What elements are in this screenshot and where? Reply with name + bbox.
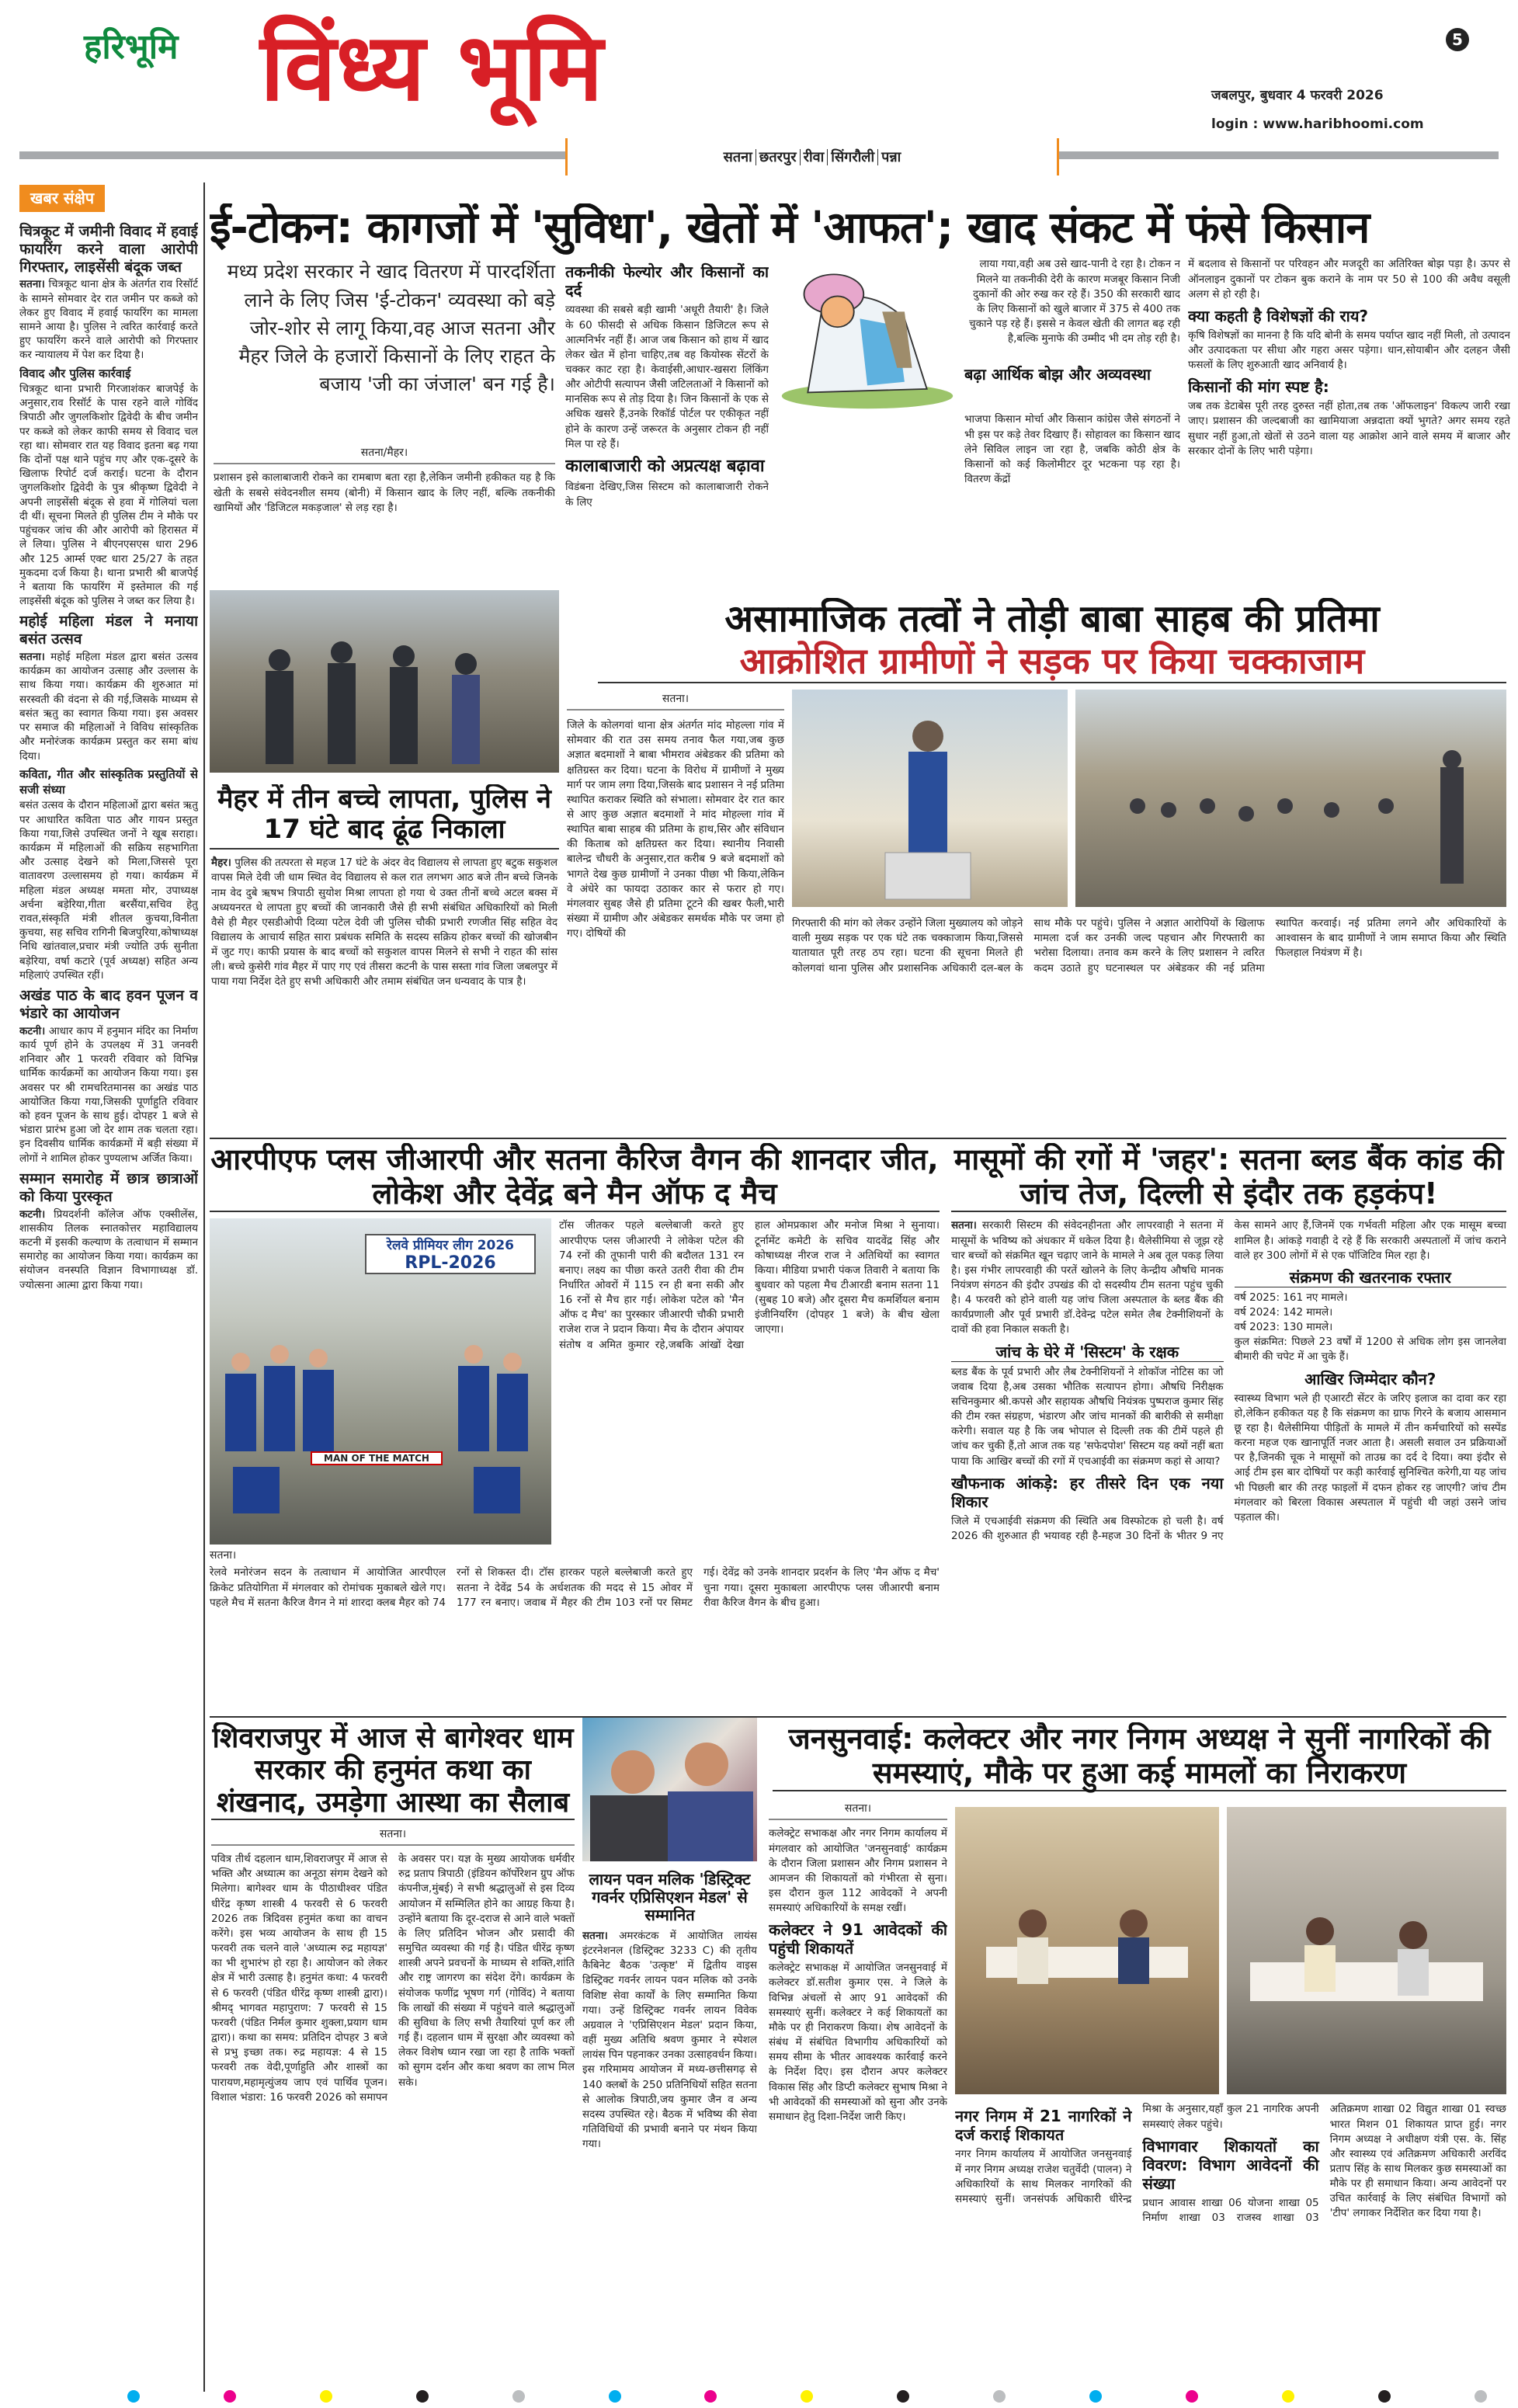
dateline: सतना। <box>567 691 784 711</box>
brief-body: कटनी। प्रियदर्शनी कॉलेज ऑफ एक्सीलेंस, शासकीय तिलक स्नातकोत्तर महाविद्यालय कटनी में इसकी कल्याण के तत्वाधान में सम्मान समारोह का आयोजन किया गया। कार्यक्रम का संयोजन वनस्पति विज्ञान विभागाध्यक्ष डॉ. ज्योत्सना आत्मा द्वारा किया गया। <box>19 1207 198 1291</box>
edition-date: जबलपुर, बुधवार 4 फरवरी 2026 <box>1211 88 1384 103</box>
story-column <box>565 258 769 561</box>
story-text: जिले में एचआईवी संक्रमण की स्थिति अब विस्फोटक हो चली है। वर्ष 2026 की शुरुआत ही भयावह रही है-महज 30 दिनों के भीतर 9 नए केस सामने आए हैं,जिनमें एक गर्भवती महिला और एक मासूम बच्चा शामिल है। आंकड़े गवाही दे रहे हैं कि सरकारी अस्पतालों में जांच कराने वाले हर 300 लोगों में से एक पॉजिटिव मिल रहा है। <box>951 1219 1506 1542</box>
subheading: संक्रमण की खतरनाक रफ्तार <box>1235 1268 1507 1287</box>
subheading: किसानों की मांग स्पष्ट है: <box>1188 377 1329 397</box>
story-body: रेलवे मनोरंजन सदन के तत्वाधान में आयोजित आरपीएल क्रिकेट प्रतियोगिता में मंगलवार को रोमांचक मुकाबले खेले गए। पहले मैच में सतना कैरिज वैगन ने मां शारदा क्लब मैहर को 74 रनों से शिकस्त दी। टॉस हारकर पहले बल्लेबाजी करते हुए सतना ने देवेंद्र 54 के अर्धशतक की मदद से 15 ओवर में 177 रन बनाए। जवाब में मैहर की टीम 103 रनों पर सिमट गई। देवेंद्र को उनके शानदार प्रदर्शन के लिए 'मैन ऑफ द मैच' चुना गया। दूसरा मुकाबला आरपीएफ प्लस जीआरपी बनाम रीवा कैरिज वैगन के बीच हुआ। <box>210 1566 940 1609</box>
story-body: जिले के कोलगवां थाना क्षेत्र अंतर्गत मांद मोहल्ला गांव में सोमवार की रात उस समय तनाव फैल गया,जब कुछ अज्ञात बदमाशों ने बाबा भीमराव अंबेडकर की प्रतिमा को क्षतिग्रस्त कर दिया। घटना के विरोध में ग्रामीणों ने मुख्य मार्ग पर जाम लगा दिया,जिसके बाद प्रशासन ने नई प्रतिमा स्थापित कराकर स्थिति को संभाला। सोमवार देर रात कार से आए कुछ अज्ञात बदमाशों ने मांद मोहल्ला गांव में स्थापित बाबा साहब की प्रतिमा के हाथ,सिर और संविधान की किताब को क्षतिग्रस्त कर दिया। स्थानीय निवासी बालेन्द्र चौधरी के अनुसार,रात करीब 9 बजे बदमाशों को भागते देख कुछ ग्रामीणों ने उनका पीछा भी किया,लेकिन वे अंधेरे का फायदा उठाकर कार से फरार हो गए। मंगलवार सुबह जैसे ही प्रतिमा टूटने की खबर फैली,भारी संख्या में ग्रामीण और अंबेडकर समर्थक मौके पर जमा हो गए। दोषियों की <box>567 719 784 940</box>
brief-headline: सम्मान समारोह में छात्र छात्राओं को किया पुरस्कृत <box>19 1169 198 1205</box>
maihar-story <box>210 784 559 1138</box>
bloodbank-story <box>951 1143 1506 1714</box>
man-of-match-board: MAN OF THE MATCH <box>311 1451 443 1465</box>
cricket-team-photo <box>210 1218 551 1545</box>
story-text: नगर निगम कार्यालय में आयोजित जनसुनवाई में नगर निगम अध्यक्ष राजेश चतुर्वेदी (पालन) ने अधिकारियों के साथ मिलकर नागरिकों की समस्याएं सुनीं। जनसंपर्क अधिकारी धीरेन्द्र मिश्रा के अनुसार,यहाँ कुल 21 नागरिक अपनी समस्याएं लेकर पहुंचे। <box>955 2103 1319 2205</box>
print-registration-marks <box>0 2390 1518 2406</box>
section-rule <box>210 1138 1506 1139</box>
dateline: सतना। <box>211 1826 575 1846</box>
district-list <box>565 148 1059 166</box>
brief-body: कटनी। आधार काप में हनुमान मंदिर का निर्माण कार्य पूर्ण होने के उपलक्ष्य में 31 जनवरी शनिवार और 1 फरवरी रविवार को विभिन्न धार्मिक कार्यक्रमों का आयोजन किया गया। इस अवसर पर श्री रामचरितमानस का अखंड पाठ आयोजित किया गया,जिसकी पूर्णाहुति रविवार को हवन पूजन के साथ हुई। दोपहर 1 बजे से भंडारा प्रारंभ हुआ जो देर शाम तक चलता रहा। इन दिवसीय धार्मिक कार्यक्रमों में बड़ी संख्या में लोगों ने शामिल होकर पुण्यलाभ अर्जित किया। <box>19 1024 198 1165</box>
story-text: कृषि विशेषज्ञों का मानना है कि यदि बोनी के समय पर्याप्त खाद नहीं मिली, तो उत्पादन और उत्पादकता पर सीधा और गहरा असर पड़ेगा। धान,सोयाबीन और दलहन जैसी फसलों के लिए शुरुआती खाद अनिवार्य है। <box>1188 328 1510 372</box>
story-text: व्यवस्था की सबसे बड़ी खामी 'अधूरी तैयारी' है। जिले के 60 फीसदी से अधिक किसान डिजिटल रूप से आत्मनिर्भर नहीं हैं। आज जब किसान को हाथ में खाद लेकर खेत में होना चाहिए,तब वह कियोस्क सेंटरों के चक्कर काट रहा है। केवाईसी,आधार-खसरा लिंकिंग और ओटीपी सत्यापन जैसी जटिलताओं ने किसानों को मानसिक रूप से तोड़ दिया है। जिन किसानों के एक से अधिक खसरे हैं,उनके रिकॉर्ड पोर्टल पर एकीकृत नहीं होने के कारण उन्हें जरूरत के अनुसार टोकन ही नहीं मिल पा रहे हैं। <box>565 304 769 450</box>
dateline: सतना। <box>210 1549 237 1562</box>
stat-line: वर्ष 2025: 161 नए मामले। <box>1234 1291 1348 1304</box>
district-singrauli[interactable]: सिंगरौली <box>828 149 878 165</box>
story-body: मैहर। पुलिस की तत्परता से महज 17 घंटे के अंदर वेद विद्यालय से लापता हुए बटुक सकुशल वापस मिले देवी जी धाम स्थित वेद विद्यालय से कल रात लगभग आठ बजे तीन बच्चे जिनके नाम वेद दुबे ऋषभ त्रिपाठी सुयोश मिश्रा लापता हो गया थे उक्त तीनों बच्चे अटल बक्स में अध्ययनरत थे लापता हुए बच्चों की जानकारी जैसे ही सभी संबंधित अधिकारियों को मिली वैसे ही मैहर एसडीओपी दिव्या पटेल देवी जी पुलिस चौकी प्रभारी रणजीत सिंह सहित वेद विद्यालय के आचार्य सहित सारा प्रबंधक समिति के सदस्य सक्रिय होकर बच्चों की खोजबीन में जुट गए। काफी प्रयास के बाद बच्चों को सकुशल वापस मिलने से सभी ने राहत की सांस ली। बच्चे कुसेरी गांव मैहर में पाए गए एवं तीसरा कटनी के पास सस्ता गांव जिला जबलपुर में पाया गया निर्देश देते हुए सभी अधिकारी और तमाम संबंधित जन धन्यवाद के पात्र है। <box>211 857 558 989</box>
lead-story <box>210 203 1510 580</box>
page-title: विंध्य भूमि <box>260 14 603 122</box>
photo-banner-code: RPL-2026 <box>405 1253 496 1273</box>
story-body <box>955 2102 1506 2390</box>
story-text: कलेक्ट्रेट सभाकक्ष और नगर निगम कार्यालय में मंगलवार को आयोजित 'जनसुनवाई' कार्यक्रम के दौरान जिला प्रशासन और निगम प्रशासन ने आमजन की शिकायतों को गंभीरता से सुना। इस दौरान कुल 112 आवेदकों ने अपनी समस्याएं अधिकारियों के समक्ष रखीं। <box>769 1827 947 1915</box>
story-text: विडंबना देखिए,जिस सिस्टम को कालाबाजारी रोकने के लिए <box>565 481 769 509</box>
stat-line: कुल संक्रमित: पिछले 23 वर्षों में 1200 से अधिक लोग इस जानलेवा बीमारी की चपेट में आ चुके हैं। <box>1234 1336 1506 1364</box>
photo-banner: रेलवे प्रीमियर लीग 2026 <box>387 1238 514 1254</box>
subheading: खौफनाक आंकड़े: हर तीसरे दिन एक नया शिकार <box>951 1473 1224 1511</box>
story-text: लाया गया,वही अब उसे खाद-पानी दे रहा है। टोकन न मिलने या तकनीकी देरी के कारण मजबूर किसान निजी दुकानों की ओर रुख कर रहे हैं। 350 की सरकारी खाद के लिए किसानों को खुले बाजार में 375 से 400 तक चुकाने पड़ रहे हैं। इससे न केवल खेती की लागत बढ़ रही है,बल्कि मुनाफे की उम्मीद भी दम तोड़ रही है। <box>969 258 1180 346</box>
story-body: सतना। अमरकंटक में आयोजित लायंस इंटरनेशनल (डिस्ट्रिक्ट 3233 C) की तृतीय कैबिनेट बैठक 'उत्कृष्ट' में द्वितीय वाइस डिस्ट्रिक्ट गवर्नर लायन पवन मलिक को उनके विशिष्ट सेवा कार्यों के लिए सम्मानित किया गया। उन्हें डिस्ट्रिक्ट गवर्नर लायन विवेक अग्रवाल ने 'एप्रिसिएशन मेडल' प्रदान किया, वहीं मुख्य अतिथि श्रवण कुमार ने स्पेशल लायंस पिन पहनाकर उनका उत्साहवर्धन किया। इस गरिमामय आयोजन में मध्य-छत्तीसगढ़ से 140 क्लबों के 250 प्रतिनिधियों सहित सतना से आलोक त्रिपाठी,जय कुमार जैन व अन्य सदस्य उपस्थित रहे। बैठक में भविष्य की सेवा गतिविधियों की प्रभावी बनाने पर मंथन किया गया। <box>582 1930 757 2151</box>
shivrajpur-story <box>211 1722 575 2390</box>
subheading: बढ़ा आर्थिक बोझ और अव्यवस्था <box>964 365 1152 384</box>
story-subheadline: आक्रोशित ग्रामीणों ने सड़क पर किया चक्काजाम <box>598 641 1506 683</box>
news-brief-column <box>19 185 198 2390</box>
page-number: 5 <box>1446 28 1469 51</box>
story-text: में बदलाव से किसानों पर परिवहन और मजदूरी का अतिरिक्त बोझ पड़ा है। ऊपर से ऑनलाइन दुकानों पर टोकन बुक कराने के नाम पर 50 से 100 की अवैध वसूली अलग से हो रही है। <box>1188 258 1510 301</box>
story-headline: शिवराजपुर में आज से बागेश्वर धाम सरकार की हनुमंत कथा का शंखनाद, उमड़ेगा आस्था का सैलाब <box>211 1722 575 1820</box>
brief-body: सतना। महोई महिला मंडल द्वारा बसंत उत्सव कार्यक्रम का आयोजन उत्साह और उल्लास के साथ किया गया। कार्यक्रम की शुरुआत मां सरस्वती की वंदना से की गई,जिसके माध्यम से बसंत ऋतु का स्वागत किया गया। इस अवसर पर समाज की महिलाओं ने विविध सांस्कृतिक और मनोरंजक कार्यक्रम प्रस्तुत कर समा बांध दिया। <box>19 651 198 763</box>
subheading: तकनीकी फेल्योर और किसानों का दर्द <box>565 262 769 301</box>
story-body: गिरफ्तारी की मांग को लेकर उन्होंने जिला मुख्यालय को जोड़ने वाली मुख्य सड़क पर एक घंटे तक चक्काजाम किया,जिससे यातायात पूरी तरह ठप रहा। घटना की सूचना मिलते ही कोलगवां थाना पुलिस और प्रशासनिक अधिकारी दल-बल के साथ मौके पर पहुंचे। पुलिस ने अज्ञात आरोपियों के खिलाफ मामला दर्ज कर उनकी जल्द पहचान और गिरफ्तारी का भरोसा दिलाया। तनाव कम करने के लिए प्रशासन ने त्वरित कदम उठाते हुए घटनास्थल पर अंबेडकर की नई प्रतिमा स्थापित करवाई। नई प्रतिमा लगने और अधिकारियों के आश्वासन के बाद ग्रामीणों ने जाम समाप्त किया और स्थिति फिलहाल नियंत्रण में है। <box>792 917 1506 975</box>
story-text: ब्लड बैंक के पूर्व प्रभारी और लैब टेक्नीशियनों ने शोकॉज नोटिस का जो जवाब दिया है,अब उसका भौतिक सत्यापन होगा। औषधि निरीक्षक सचिनकुमार श्री.कपसे और सहायक औषधि नियंत्रक पुष्पराज कुमार सिंह की टीम रक्त संग्रहण, भंडारण और जांच मानकों की बारीकी से समीक्षा करेगी। सवाल यह है कि जब भोपाल से दिल्ली तक की टीमें पहले ही जांच कर चुकी हैं,तो आज तक यह 'सफेदपोश' सिस्टम यह क्यों नहीं बता पाया कि आखिर बच्चों की रगों में एचआईवी का संक्रमण कहां से आया? <box>951 1365 1224 1468</box>
story-headline: आरपीएफ प्लस जीआरपी और सतना कैरिज वैगन की शानदार जीत, लोकेश और देवेंद्र बने मैन ऑफ द मैच <box>210 1143 940 1212</box>
farmer-illustration <box>778 262 957 410</box>
brief-headline: चित्रकूट में जमीनी विवाद में हवाई फायरिंग करने वाला आरोपी गिरफ्तार, लाइसेंसी बंदूक जब्त <box>19 223 198 276</box>
story-text: जब तक डेटाबेस पूरी तरह दुरुस्त नहीं होता,तब तक 'ऑफलाइन' विकल्प जारी रखा जाए। प्रशासन की जल्दबाजी का खामियाजा अन्नदाता क्यों भुगते? अगर समय रहते सुधार नहीं हुआ,तो खेतों से उठने वाला यह आक्रोश आने वाले समय में बाजार और सरकार दोनों के लिए भारी पड़ेगा। <box>1188 400 1510 457</box>
district-rewa[interactable]: रीवा <box>801 149 828 165</box>
dateline: सतना। <box>769 1801 947 1820</box>
brief-subhead: कविता, गीत और सांस्कृतिक प्रस्तुतियों से सजी संध्या <box>19 766 198 797</box>
brief-headline: अखंड पाठ के बाद हवन पूजन व भंडारे का आयोजन <box>19 987 198 1022</box>
district-chhatarpur[interactable]: छतरपुर <box>756 149 801 165</box>
subheading: कलेक्टर ने 91 आवेदकों की पहुंची शिकायतें <box>769 1920 947 1958</box>
subheading: क्या कहती है विशेषज्ञों की राय? <box>1188 306 1369 325</box>
subheading: नगर निगम में 21 नागरिकों ने दर्ज कराई शिकायत <box>955 2107 1132 2145</box>
story-body: टॉस जीतकर पहले बल्लेबाजी करते हुए आरपीएफ प्लस जीआरपी ने लोकेश पटेल की 74 रनों की तूफानी पारी की बदौलत 131 रन बनाए। लक्ष्य का पीछा करते उतरी रीवा की टीम निर्धारित ओवरों में 115 रन ही बना सकी और 16 रनों से मैच हार गई। लोकेश पटेल को 'मैन ऑफ द मैच' का पुरस्कार जीआरपी चौकी प्रभारी राजेश राज ने प्रदान किया। मैच के दौरान अंपायर संतोष व अमित कुमार रहे,जबकि आंखों देखा हाल ओमप्रकाश और मनोज मिश्रा ने सुनाया। टूर्नामेंट कमेटी के सचिव यादवेंद्र सिंह और कोषाध्यक्ष नीरज राज ने अतिथियों का स्वागत किया। मीडिया प्रभारी पंकज तिवारी ने बताया कि बुधवार को पहला मैच टीआरडी बनाम सतना 11 (सुबह 10 बजे) और दूसरा मैच कमर्शियल बनाम इंजीनियरिंग (दोपहर 1 बजे) के बीच खेला जाएगा। <box>559 1219 940 1351</box>
stat-line: वर्ष 2024: 142 मामले। <box>1234 1306 1333 1319</box>
brief-subhead: विवाद और पुलिस कार्रवाई <box>19 366 131 380</box>
municipal-hearing-photo <box>1227 1807 1506 2094</box>
section-rule <box>210 1716 1506 1718</box>
statue-story <box>567 598 1506 1138</box>
column-divider <box>203 182 205 2392</box>
brand-logo: हरिभूमि <box>84 27 179 67</box>
stat-line: वर्ष 2023: 130 मामले। <box>1234 1321 1333 1334</box>
website-link[interactable]: login : www.haribhoomi.com <box>1211 116 1424 132</box>
road-blockade-photo <box>1075 690 1506 907</box>
subheading: जांच के घेरे में 'सिस्टम' के रक्षक <box>951 1343 1224 1362</box>
lead-headline: ई-टोकन: कागजों में 'सुविधा', खेतों में 'आफत'; खाद संकट में फंसे किसान <box>210 203 1370 253</box>
story-column <box>769 1826 947 2390</box>
story-text: स्वास्थ्य विभाग भले ही एआरटी सेंटर के जरिए इलाज का दावा कर रहा हो,लेकिन हकीकत यह है कि संक्रमण का ग्राफ गिरने के बजाय आसमान छू रहा है। थैलेसीमिया पीड़ितों के मामले में तीन कर्मचारियों को सस्पेंड करना महज एक खानापूर्ति नजर आता है। असली सवाल उन प्रक्रियाओं पर है,जिनकी चूक ने मासूमों को ताउम्र का दर्द दे दिया। क्या इंदौर से आई टीम इस बार दोषियों पर कड़ी कार्रवाई सुनिश्चित करेगी,या यह जांच भी पिछली बार की तरह फाइलों में दफन होकर रह जाएगी? जांच टीम मंगलवार को बिरला विकास अस्पताल में पहुंची थी जहां उसने जांच पड़ताल की। <box>1234 1392 1506 1524</box>
brief-body: बसंत उत्सव के दौरान महिलाओं द्वारा बसंत ऋतु पर आधारित कविता पाठ और गायन प्रस्तुत किया गया,जिसे उपस्थित जनों ने खूब सराहा। कार्यक्रम में महिलाओं की सक्रिय सहभागिता और उत्साह देखने को मिला,जिससे पूरा वातावरण उल्लासमय हो गया। कार्यक्रम में महिला मंडल अध्यक्ष ममता मोर, उपाध्यक्ष अर्चना बड़ेरिया,गीता बरसैंया,सचिव हेतु रावत,संस्कृति मंत्री शीतल कुचया,विनीता कुचया, सह सचिव रागिनी बिजपुरिया,कोषाध्यक्ष निधि खांतवाल,प्रचार मंत्री ज्योति उर्फ सुनीता बड़ेरिया, वर्षा कटारे (पूर्व अध्यक्ष) सहित अन्य महिलाएं उपस्थित रहीं। <box>19 799 198 982</box>
police-group-photo <box>210 590 559 773</box>
story-body: पवित्र तीर्थ दहलान धाम,शिवराजपुर में आज से भक्ति और अध्यात्म का अनूठा संगम देखने को मिलेगा। बागेश्वर धाम के पीठाधीश्वर पंडित धीरेंद्र कृष्ण शास्त्री 4 फरवरी से 6 फरवरी 2026 तक त्रिदिवस हनुमंत कथा का वाचन करेंगे। इस भव्य आयोजन के साथ ही 15 फरवरी तक चलने वाले 'अध्यात्म रुद्र महायज्ञ' का भी शुभारंभ हो रहा है। आयोजन को लेकर क्षेत्र में भारी उत्साह है। हनुमंत कथा: 4 फरवरी से 6 फरवरी (पंडित धीरेंद्र कृष्ण शास्त्री द्वारा)। श्रीमद् भागवत महापुराण: 7 फरवरी से 15 फरवरी (पंडित निर्मल कुमार शुक्ला,प्रयाग धाम द्वारा)। कथा का समय: प्रतिदिन दोपहर 3 बजे से प्रभु इच्छा तक। रुद्र महायज्ञ: 4 से 15 फरवरी तक वेदी,पूर्णाहुति और शास्त्रों का पारायण,महामृत्युंजय जाप एवं पार्थिव पूजन। विशाल भंडारा: 16 फरवरी 2026 को समापन के अवसर पर। यज्ञ के मुख्य आयोजक धर्मवीर रुद्र प्रताप त्रिपाठी (इंडियन कॉर्पोरेशन ग्रुप ऑफ कंपनीज,मुंबई) ने सभी श्रद्धालुओं से इस दिव्य आयोजन में सम्मिलित होने का आग्रह किया है। उन्होंने बताया कि दूर-दराज से आने वाले भक्तों के लिए प्रतिदिन भोजन और प्रसादी की समुचित व्यवस्था की गई है। पंडित धीरेंद्र कृष्ण शास्त्री अपने प्रवचनों के माध्यम से शक्ति,शांति और राष्ट्र जागरण का संदेश देंगे। कार्यक्रम के संयोजक फणींद्र भूषण गर्ग (गोविंद) ने बताया कि लाखों की संख्या में पहुंचने वाले श्रद्धालुओं की सुविधा के लिए सभी तैयारियां पूर्ण कर ली गई हैं। दहलान धाम में सुरक्षा और व्यवस्था को लेकर विशेष ध्यान रखा जा रहा है ताकि भक्तों को सुगम दर्शन और कथा श्रवण का लाभ मिल सके। <box>211 1853 575 2104</box>
jansunvai-story <box>769 1722 1506 2390</box>
brief-headline: महोई महिला मंडल ने मनाया बसंत उत्सव <box>19 613 198 648</box>
collector-hearing-photo <box>955 1807 1219 2094</box>
story-headline: मासूमों की रगों में 'जहर': सतना ब्लड बैंक कांड की जांच तेज, दिल्ली से इंदौर तक हड़कंप! <box>951 1143 1506 1212</box>
lead-intro: मध्य प्रदेश सरकार ने खाद वितरण में पारदर्शिता लाने के लिए जिस 'ई-टोकन' व्यवस्था को बड़े जोर-शोर से लागू किया,वह आज सतना और मैहर जिले के हजारों किसानों के लिए राहत के बजाय 'जी का जंजाल' बन गई है। <box>227 260 555 396</box>
story-body: सतना। सरकारी सिस्टम की संवेदनहीनता और लापरवाही ने सतना में मासूमों के भविष्य को अंधकार में धकेल दिया है। थैलेसीमिया से जूझ रहे चार बच्चों को संक्रमित खून चढ़ाए जाने के मामले ने अब तूल पकड़ लिया है। इस गंभीर लापरवाही की परतें खोलने के लिए केन्द्रीय औषधि मानक नियंत्रण संगठन की इंदौर उपखंड की दो सदस्यीय टीम सतना पहुंच चुकी है। 4 फरवरी को होने वाली यह जांच जिला अस्पताल के ब्लड बैंक की कार्यप्रणाली और पूर्व प्रभारी डॉ.देवेन्द्र पटेल समेत लैब टेक्नीशियनों के दावों की हवा निकाल सकती है। जांच के घेरे में 'सिस्टम' के रक्षक ब्लड बैंक के पूर्व प्रभारी और लैब टेक्नीशियनों ने शोकॉज नोटिस का जो जवाब दिया है,अब उसका भौतिक सत्यापन होगा। औषधि निरीक्षक सचिनकुमार श्री.कपसे और सहायक औषधि नियंत्रक पुष्पराज कुमार सिंह की टीम रक्त संग्रहण, भंडारण और जांच मानकों की बारीकी से समीक्षा करेगी। सवाल यह है कि जब भोपाल से दिल्ली तक की टीमें पहले ही जांच कर चुकी हैं,तो आज तक यह 'सफेदपोश' सिस्टम यह क्यों नहीं बता पाया कि आखिर बच्चों की रगों में एचआईवी का संक्रमण कहां से आया? खौफनाक आंकड़े: हर तीसरे दिन एक नया शिकार जिले में एचआईवी संक्रमण की स्थिति अब विस्फोटक हो चली है। वर्ष 2026 की शुरुआत ही भयावह रही है-महज 30 दिनों के भीतर 9 नए केस सामने आए हैं,जिनमें एक गर्भवती महिला और एक मासूम बच्चा शामिल है। आंकड़े गवाही दे रहे हैं कि सरकारी अस्पतालों में जांच कराने वाले हर 300 लोगों में से एक पॉजिटिव मिल रहा है। संक्रमण की खतरनाक रफ्तार वर्ष 2025: 161 नए मामले। वर्ष 2024: 142 मामले। वर्ष 2023: 130 मामले। कुल संक्रमित: पिछले 23 वर्षों में 1200 से अधिक लोग इस जानलेवा बीमारी की चपेट में आ चुके हैं। आखिर जिम्मेदार कौन? स्वास्थ्य विभाग भले ही एआरटी सेंटर के जरिए इलाज का दावा कर रहा हो,लेकिन हकीकत यह है कि संक्रमण का ग्राफ गिरने के बजाय आसमान छू रहा है। थैलेसीमिया पीड़ितों के मामले में तीन कर्मचारियों को सस्पेंड करना महज एक खानापूर्ति नजर आता है। असली सवाल उन प्रक्रियाओं पर है,जिनकी चूक ने मासूमों को ताउम्र का दर्द दे दिया। क्या इंदौर से आई टीम इस बार दोषियों पर कड़ी कार्रवाई सुनिश्चित करेगी,या यह जांच भी पिछली बार की तरह फाइलों में दफन होकर रह जाएगी? जांच टीम मंगलवार को बिरला विकास अस्पताल में पहुंची थी जहां उसने जांच पड़ताल की। <box>951 1218 1506 1714</box>
lion-story <box>582 1718 757 2389</box>
brief-body: सतना। चित्रकूट थाना क्षेत्र के अंतर्गत राव रिसॉर्ट के सामने सोमवार देर रात जमीन पर कब्जे को लेकर हुए विवाद में हवाई फायरिंग का मामला सामने आया है। पुलिस ने त्वरित कार्रवाई करते हुए फायरिंग करने वाले आरोपी को गिरफ्तार कर न्यायालय में पेश कर दिया है। <box>19 278 198 362</box>
story-text: कलेक्ट्रेट सभाकक्ष में आयोजित जनसुनवाई में कलेक्टर डॉ.सतीश कुमार एस. ने जिले के विभिन्न अंचलों से आए 91 आवेदकों की समस्याएं सुनीं। कलेक्टर ने कई शिकायतों का मौके पर ही निराकरण किया। शेष आवेदनों के संबंध में संबंधित विभागीय अधिकारियों को समय सीमा के भीतर आवश्यक कार्रवाई करने के निर्देश दिए। इस दौरान अपर कलेक्टर विकास सिंह और डिप्टी कलेक्टर सुभाष मिश्रा ने भी आवेदकों की समस्याओं को सुना और उनके समाधान हेतु दिशा-निर्देश जारी किए। <box>769 1961 947 2123</box>
story-body: प्रशासन इसे कालाबाजारी रोकने का रामबाण बता रहा है,लेकिन जमीनी हकीकत यह है कि खेती के सबसे संवेदनशील समय (बोनी) में किसान खाद के लिए नहीं, बल्कि तकनीकी खामियों और 'डिजिटल मकड़जाल' से लड़ रहा है। <box>214 471 555 514</box>
story-column <box>1188 257 1510 560</box>
subheading: कालाबाजारी को अप्रत्यक्ष बढ़ावा <box>565 456 765 476</box>
story-headline: लायन पवन मलिक 'डिस्ट्रिक्ट गवर्नर एप्रिसिएशन मेडल' से सम्मानित <box>589 1870 751 1924</box>
brief-body: चित्रकूट थाना प्रभारी गिरजाशंकर बाजपेई के अनुसार,राव रिसॉर्ट के पास रहने वाले गोविंद त्रिपाठी और जुगलकिशोर द्विवेदी के बीच जमीन पर कब्जे को लेकर काफी समय से विवाद चल रहा था। सोमवार रात यह विवाद इतना बढ़ गया कि दोनों पक्ष थाने पहुंच गए और एक-दूसरे के खिलाफ रिपोर्ट दर्ज कराई। घटना के दौरान जुगलकिशोर द्विवेदी के पुत्र श्रीकृष्ण द्विवेदी ने अपनी लाइसेंसी बंदूक से हवा में गोलियां चला दी थीं। सूचना मिलते ही पुलिस टीम ने मौके पर पहुंचकर जांच की और आरोपी को हिरासत में ले लिया। पुलिस ने बीएनएसएस धारा 296 और 125 आर्म्स एक्ट धारा 25/27 के तहत मुकदमा दर्ज किया है। थाना प्रभारी श्री बाजपेई ने बताया कि फायरिंग में इस्तेमाल की गई लाइसेंसी बंदूक को पुलिस ने जब्त कर लिया है। <box>19 382 198 608</box>
district-panna[interactable]: पन्ना <box>881 149 901 165</box>
damaged-statue-photo <box>792 690 1068 907</box>
district-satna[interactable]: सतना <box>721 149 756 165</box>
story-text: प्रधान आवास शाखा 06 योजना शाखा 05 निर्माण शाखा 03 राजस्व शाखा 03 अतिक्रमण शाखा 02 विद्युत शाखा 01 स्वच्छ भारत मिशन 01 शिकायत प्राप्त हुई। नगर निगम अध्यक्ष ने अधीक्षण यंत्री एस. के. सिंह और स्वास्थ्य एवं अतिक्रमण अधिकारी अरविंद प्रताप सिंह के साथ मिलकर कुछ समस्याओं का मौके पर ही समाधान किया। अन्य आवेदनों पर उचित कार्रवाई के लिए संबंधित विभागों को 'टीप' लगाकर निर्देशित कर दिया गया है। <box>1142 2103 1506 2224</box>
rpf-story <box>210 1143 940 1714</box>
dateline: सतना/मैहर। <box>214 445 555 464</box>
subheading: आखिर जिम्मेदार कौन? <box>1304 1369 1436 1388</box>
story-headline: जनसुनवाई: कलेक्टर और नगर निगम अध्यक्ष ने सुनीं नागरिकों की समस्याएं, मौके पर हुआ कई मामलों का निराकरण <box>773 1722 1506 1791</box>
section-label: खबर संक्षेप <box>19 185 105 212</box>
award-photo <box>582 1718 757 1861</box>
story-headline: असामाजिक तत्वों ने तोड़ी बाबा साहब की प्रतिमा <box>724 598 1380 641</box>
subheading: विभागवार शिकायतों का विवरण: विभाग आवेदनों की संख्या <box>1142 2136 1319 2193</box>
story-headline: मैहर में तीन बच्चे लापता, पुलिस ने 17 घंटे बाद ढूंढ निकाला <box>210 784 559 850</box>
story-text: भाजपा किसान मोर्चा और किसान कांग्रेस जैसे संगठनों ने भी इस पर कड़े तेवर दिखाए हैं। सोहावल का किसान खाद लेने सिविल लाइन जा रहा है, जबकि कोठी क्षेत्र के किसानों को कई किलोमीटर दूर भटकना पड़ रहा है। वितरण केंद्रों <box>964 413 1180 486</box>
